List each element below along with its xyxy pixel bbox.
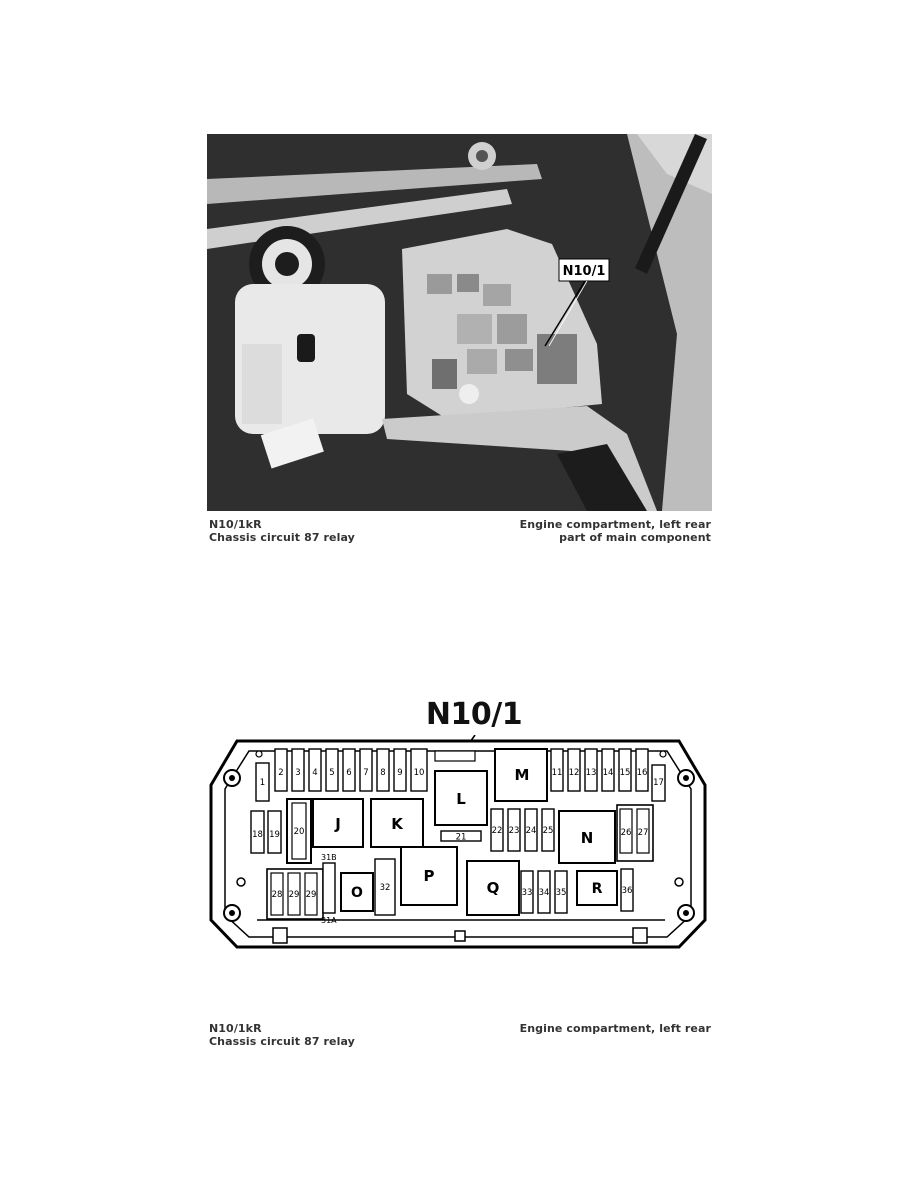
fuse-label: 1 (259, 778, 266, 788)
fuse-label: 7 (363, 768, 369, 778)
callout-label: N10/1 (562, 264, 606, 279)
fuse-label: 10 (413, 768, 425, 778)
bottom-caption-right (520, 1022, 711, 1035)
relay-p (401, 847, 457, 905)
fuse-group-bottom-left (267, 869, 323, 919)
connector-symbol (435, 751, 475, 761)
mounting-hole (678, 770, 694, 786)
fuse-label: 32 (379, 883, 391, 893)
fuse-21 (441, 831, 481, 843)
fuse-label: 9 (397, 768, 403, 778)
engine-compartment-image (207, 134, 712, 511)
bottom-caption-location: Engine compartment, left rear (519, 1022, 711, 1035)
relay-m (495, 749, 547, 801)
fuse-label: 13 (585, 768, 597, 778)
diagram-title (0, 697, 918, 732)
fuse-label: 24 (525, 826, 537, 836)
fuse-label: 3 (295, 768, 301, 778)
fuse-box-diagram (205, 735, 711, 961)
relay-k (371, 799, 423, 847)
fuse-label: 35 (555, 888, 567, 898)
mounting-hole (224, 770, 240, 786)
fuse-label: 16 (636, 768, 648, 778)
relay-j (313, 799, 363, 847)
mounting-hole (224, 905, 240, 921)
fuse-label: 26 (620, 828, 632, 838)
fuse-31a-label: 31A (321, 916, 337, 925)
fuse-label: 2 (278, 768, 284, 778)
fuse-label: 8 (380, 768, 386, 778)
fuse-label: 5 (329, 768, 335, 778)
bottom-tab-center (455, 931, 465, 941)
bottom-caption-description: Chassis circuit 87 relay (209, 1035, 355, 1048)
relay-label: N (580, 829, 594, 847)
relay-label: L (456, 790, 466, 808)
relay-label: K (391, 815, 403, 833)
fuse-label: 28 (271, 890, 283, 900)
mounting-hole (678, 905, 694, 921)
fuse-label: 21 (455, 832, 467, 843)
relay-o (341, 873, 373, 911)
relay-label: R (591, 881, 603, 897)
fuse-label: 36 (621, 886, 633, 896)
fuse-label: 22 (491, 826, 503, 836)
relay-q (467, 861, 519, 915)
top-caption-left (209, 518, 355, 544)
relay-label: M (514, 766, 530, 784)
fuse-label: 33 (521, 888, 533, 898)
fuse-label: 29 (305, 890, 317, 900)
relay-n (559, 811, 615, 863)
relay-label: Q (486, 879, 500, 897)
fuse-label: 20 (293, 827, 305, 837)
top-caption-code: N10/1kR (209, 518, 262, 531)
fuse-label: 4 (312, 768, 318, 778)
relay-label: J (335, 815, 341, 833)
relay-label: O (351, 885, 363, 901)
diagram-title-text: N10/1 (425, 697, 523, 732)
fuse-label: 29 (288, 890, 300, 900)
fuse-box-drawing (205, 735, 711, 957)
bottom-caption-code: N10/1kR (209, 1022, 262, 1035)
fuse-group-bottom-right (521, 871, 567, 913)
bottom-caption-left (209, 1022, 355, 1048)
bottom-tab-left (273, 928, 287, 943)
fuse-32 (375, 859, 395, 915)
top-caption-right (520, 518, 711, 544)
relay-r (577, 871, 617, 905)
fuse-label: 23 (508, 826, 520, 836)
fuse-label: 27 (637, 828, 649, 838)
fuse-label: 18 (252, 830, 263, 840)
fuse-36 (621, 869, 633, 911)
fuse-31b-label: 31B (321, 853, 337, 862)
bottom-tab-right (633, 928, 647, 943)
fuse-label: 14 (602, 768, 614, 778)
fuse-label: 34 (538, 888, 550, 898)
fuse-label: 11 (551, 768, 563, 778)
fuse-label: 15 (619, 768, 631, 778)
top-caption-note: part of main component (559, 531, 711, 544)
fuse-label: 19 (269, 830, 280, 840)
fuse-label: 12 (568, 768, 580, 778)
relay-l (435, 771, 487, 825)
top-caption-description: Chassis circuit 87 relay (209, 531, 355, 544)
fuse-label: 17 (653, 778, 664, 788)
fuse-group-mid-right (617, 805, 653, 861)
fuse-label: 6 (346, 768, 352, 778)
fuse-label: 25 (542, 826, 554, 836)
engine-compartment-photo (207, 134, 712, 511)
relay-label: P (423, 867, 435, 885)
top-caption-location: Engine compartment, left rear (519, 518, 711, 531)
